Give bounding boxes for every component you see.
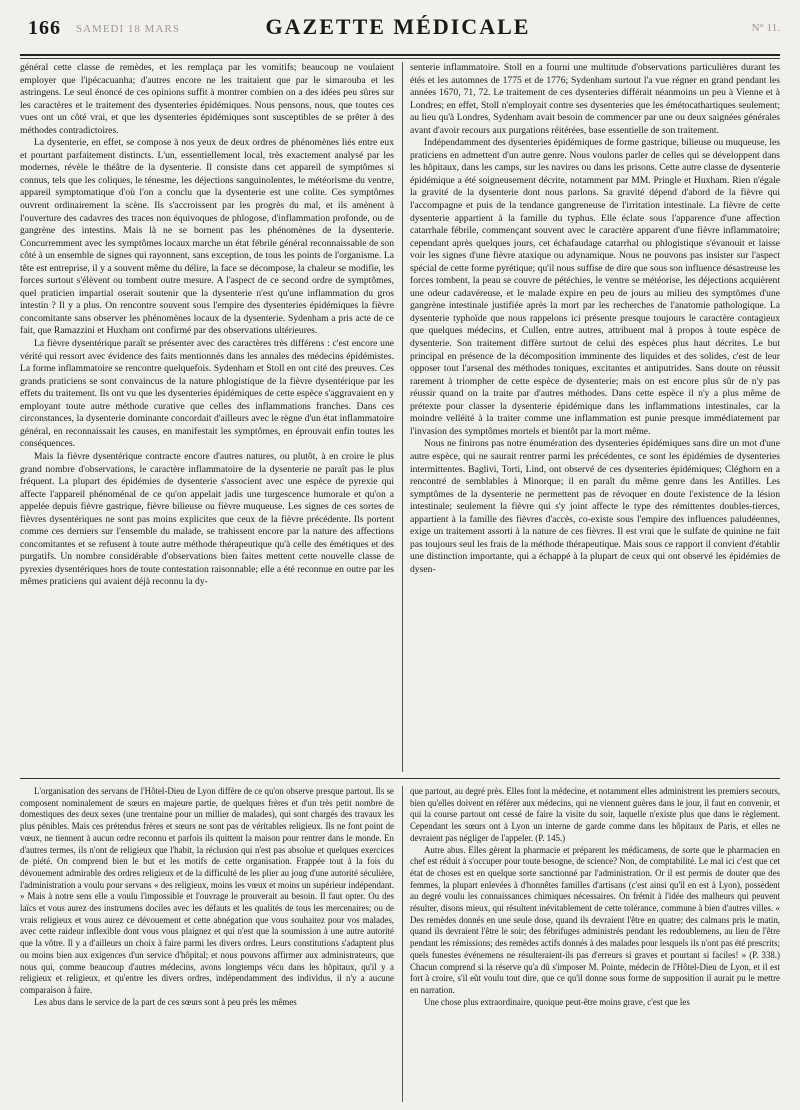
paragraph: général cette classe de remèdes, et les remplaça par les vomitifs; beaucoup ne voulaient employer que l'ipécacuanha; d'autres encore ne les traitaient que par le simarouba et les astringens. Le seul énoncé de ces opinions suffit à montrer combien on a des idées peu sûres sur les caractères et le traitement des dysenteries épidémiques. Nous pensons, nous, que toutes ces vues ont un côté vrai, et que les dysenteries épidémiques sont susceptibles de se prêter à des méthodes contradictoires. [20,62,394,136]
review-column-right [410,786,780,1102]
masthead [18,10,782,44]
paragraph: Une chose plus extraordinaire, quoique peut-être moins grave, c'est que les [424,996,690,1007]
paragraph: L'organisation des servans de l'Hôtel-Dieu de Lyon diffère de ce qu'on observe presque partout. Ils se composent nominalement de sœurs en majeure partie, de quelques frères et d'un très petit nombre de domestiques des deux sexes (une trentaine pour un millier de malades), qui sont chargés des travaux les plus pénibles. Mais ces prétendus frères et sœurs ne sont pas de véritables religieux. Ils ne font point de vœux, ne tiennent à aucun ordre reconnu et parfois ils quittent la maison pour rentrer dans le monde. En d'autres termes, ils n'ont de religieux que l'habit, la réclusion qui n'est pas absolue et quelques exercices de piété. On comprend bien le but et les motifs de cette organisation. Frappée tout à la fois du dévouement admirable des ordres religieux et de la difficulté de les plier au joug d'une autorité séculière, l'administration a voulu pour servans « des religieux, moins les vœux et moins un supérieur indépendant. » Mais à notre sens elle a voulu l'impossible et l'ouvrage le prouverait au besoin. Il faut opter. Ou des laïcs et vous aurez des instrumens dociles avec les défauts et les qualités de tous les mercenaires; ou de vrais religieux et vous aurez ce dévouement et cette abnégation que vous souhaitez pour vos malades, avec cette raideur inflexible dont vous vous plaignez et qui n'est que la soumission à une autre autorité que la vôtre. Il y a d'ailleurs un choix à faire parmi les divers ordres. Leurs constitutions s'adaptent plus ou moins bien aux exigences d'un service d'hôpital; et nous pouvons affirmer aux administrateurs, que nous qui, comme beaucoup d'autres médecins, avons longtemps vécu dans les hôpitaux, qu'il y a religieux et religieux, et qu'entre les divers ordres, indépendamment des individus, il n'y a aucune comparaison à faire. [20,786,394,995]
masthead-rule [20,54,780,56]
column-divider [402,62,403,772]
review-column-left [20,786,394,1102]
column-divider [402,786,403,1102]
paragraph: La fièvre dysentérique paraît se présenter avec des caractères très différens : c'est encore une vérité qui ressort avec évidence des faits mentionnés dans les annales des médecins épidémistes. La forme inflammatoire se rencontre quelquefois. Sydenham et Stoll en ont cité des preuves. Ces grands praticiens se sont convaincus de la nature phlogistique de la fièvre dysentérique par les effets du traitement. Ils ont vu que les dysenteries épidémiques de cette espèce s'aggravaient en y employant toute autre méthode curative que celles des inflammations franches. Dans ces circonstances, la dysenterie dominante concordait d'ailleurs avec le règne d'un état inflammatoire général, en reconnaissait les causes, en manifestait les symptômes, en éprouvait enfin toutes les conséquences. [20,338,394,450]
paragraph: senterie inflammatoire. Stoll en a fourni une multitude d'observations particulières durant les étés et les automnes de 1775 et de 1776; Sydenham surtout l'a vue régner en grand pendant les années 1670, 71, 72. Le traitement de ces dysenteries différait néanmoins un peu à Vienne et à Londres; en effet, Stoll n'employait contre ses dysenteries que les émétocathartiques seulement; au lieu qu'à Londres, Sydenham avait besoin de commencer par une ou deux saignées générales avant d'avoir recours aux purgations réitérées, base essentielle de son traitement. [410,62,780,136]
newspaper-page [18,10,782,1102]
paragraph: La dysenterie, en effet, se compose à nos yeux de deux ordres de phénomènes liés entre eux et pourtant parfaitement distincts. L'un, essentiellement local, très exactement analysé par les modernes, révèle le théâtre de la dysenterie. Il consiste dans cet appareil de symptômes si connus, tels que les coliques, le ténesme, les déjections sanguinolentes, le météorisme du ventre, appareil symptomatique d'où l'on a conclu que la dysenterie est une colite. Ces symptômes ouvrent ordinairement la scène. Ils s'accroissent par les progrès du mal, et ils amènent à l'ouverture des cadavres des traces non équivoques de phlogose, d'inflammation profonde, ou de gangrène des intestins. Mais là ne se bornent pas les phénomènes de la dysenterie. Concurremment avec les symptômes locaux marche un état fébrile général reconnaissable de son côté à un ensemble de signes qui rayonnent, sans exception, de tous les points de l'organisme. La tête est entreprise, il y a souvent même du délire, la face se décompose, la chaleur se modifie, les forces surtout s'élèvent ou tombent outre mesure. A l'aspect de ce second ordre de symptômes, quel praticien impartial oserait soutenir que la dysenterie n'est qu'une inflammation du gros intestin ? Il y a plus. On rencontre souvent sous l'empire des dysenteries épidémiques la fièvre concomitante sans observer les phénomènes locaux de la dysenterie. Sydenham a pris acte de ce fait, que Ramazzini et Huxham ont confirmé par des observations ultérieures. [20,137,394,337]
paragraph: Mais la fièvre dysentérique contracte encore d'autres natures, ou plutôt, à en croire le plus grand nombre d'observations, le caractère inflammatoire de la dysenterie ne paraît pas le plus fréquent. La plupart des épidémies de dysenterie s'associent avec une espèce de pyrexie qui affecte l'appareil phénoménal de ce qu'on appelait jadis une turgescence humorale et qu'on a appelée depuis fièvre gastrique, fièvre bilieuse ou fièvre muqueuse. Les signes de ces sortes de fièvres dysentériques ne sont pas moins explicites que ceux de la fièvre précédente. Ils portent comme ces derniers sur l'ensemble du malade, se trahissent encore par la nature des affections concomitantes et se refusent à toute autre méthode thérapeutique qu'à celle des émétiques et des purgatifs. Un nombre considérable d'observations bien faites mettent cette nouvelle classe de pyrexies dysentériques hors de toute contestation raisonnable; elle a été reconnue en outre par les mêmes praticiens qui avaient déjà reconnu la dy- [20,450,394,588]
running-date: SAMEDI 18 MARS [76,23,180,35]
article-column-left [20,62,394,772]
journal-title: GAZETTE MÉDICALE [265,14,531,39]
page-number: 166 [28,17,61,39]
section-divider [20,778,780,779]
paragraph: Indépendamment des dysenteries épidémiques de forme gastrique, bilieuse ou muqueuse, les praticiens en admettent d'un autre genre. Nous voulons parler de celles qui se développent dans les hôpitaux, dans les camps, sur les navires ou dans les prisons. Cette autre classe de dysenterie épidémique a été soigneusement décrite, notamment par MM. Pringle et Huxham. Rien n'égale la gravité de la dysenterie dont nous parlons. Sa gravité dépend d'abord de la fièvre qui l'accompagne et puis de la tendance gangreneuse de l'irritation intestinale. La fièvre de cette dysenterie appartient à la famille du typhus. Elle éclate sous l'apparence d'une affection catarrhale fébrile, commençant souvent avec le caractère apparent d'une fièvre inflammatoire; cependant après quelques jours, cet échafaudage catarrhal ou phlogistique s'évanouit et laisse voir les signes d'une fièvre ataxique ou adynamique. Nous ne pouvons pas insister sur l'aspect spécial de cette forme pyrétique; qu'il nous suffise de dire que sous son influence désastreuse les forces tombent, la peau se couvre de pétéchies, le ventre se météorise, les déjections acquièrent une odeur cadavéreuse, et le malade expire en peu de jours au milieu des symptômes d'une gangrène intestinale justifiée après la mort par les recherches de l'anatomie pathologique. La dysenterie typhoïde que nous rappelons ici présente presque toujours le caractère contagieux que quelques médecins, et Cullen, entre autres, attribuent mal à propos à toute espèce de dysenterie. Son traitement diffère surtout de celui des espèces plus haut décrites. Le but principal en présence de la décomposition imminente des liquides et des solides, c'est de leur opposer tout l'arsenal des méthodes toniques, excitantes et antiputrides. Sans doute on réussit rarement à triompher de cette espèce de dysenterie; mais on est encore plus sûr de n'y pas réussir quand on la traite par d'autres méthodes. Dans cette espèce il n'y a plus même de prétexte pour classer la dysenterie épidémique dans les inflammations intestinales, car la moindre velléité à la traiter comme une inflammation est punie presque immédiatement par l'invasion des symptômes mortels et bientôt par la mort même. [410,137,780,437]
paragraph: Nous ne finirons pas notre énumération des dysenteries épidémiques sans dire un mot d'une autre espèce, qui ne saurait rentrer parmi les précédentes, ce sont les épidémies de dysenteries intermittentes. Baglivi, Torti, Lind, ont observé de ces dysenteries épidémiques; Cléghorn en a rencontré de semblables à Minorque; il en paraît du même genre dans les Antilles. Les symptômes de la dysenterie ne permettent pas de révoquer en doute l'existence de la lésion intestinale; seulement la fièvre qui s'y joint affecte le type des rémittentes doubles-tierces, appartient à la famille des fièvres d'accès, co-existe sous l'empire des influences paludéennes, exige un traitement assorti à la nature de ces fièvres. Il est vrai que le sulfate de quinine ne fait pas toujours seul les frais de la méthode thérapeutique. Mais sous ce rapport il convient d'établir une distinction importante, qui a échappé à la plupart de ceux qui ont observé les épidémies de dysen- [410,438,780,575]
paragraph: Les abus dans le service de la part de ces sœurs sont à peu près les mêmes [34,996,297,1007]
issue-number: N° 11. [751,22,780,34]
masthead-rule-thin [20,58,780,59]
article-column-right [410,62,780,772]
paragraph: Autre abus. Elles gèrent la pharmacie et préparent les médicamens, de sorte que le pharmacien en chef est réduit à s'occuper pour toute besogne, de science? Non, de comptabilité. Le mal ici c'est que cet état de choses est en quelque sorte sanctionné par l'administration. Or il est permis de douter que des femmes, la plupart enlevées à d'honnêtes familles d'artisans (c'est ainsi qu'il en est à Lyon), possèdent au degré voulu les connaissances chimiques nécessaires. On frémit à l'idée des malheurs qui peuvent résulter, disons mieux, qui résultent inévitablement de cette tolérance, commune à bien d'autres villes. « Des remèdes donnés en une seule dose, quand ils devraient l'être en quatre; des calmans pris le matin, quand ils devraient l'être le soir; des fébrifuges administrés pendant les redoublemens, au lieu de l'être pendant les rémissions; des remèdes actifs donnés à des malades pour lesquels ils n'ont pas été prescrits; quels funestes événemens ne résulteraient-ils pas d'erreurs si graves et pourtant si faciles! » (P. 338.) Chacun comprend si la réserve qu'a dû s'imposer M. Pointe, médecin de l'Hôtel-Dieu de Lyon, et il est fort à croire, s'il eût voulu tout dire, que ce qu'il donne sous forme de supposition il aurait pu le mettre en narration. [410,844,780,995]
paragraph: que partout, au degré près. Elles font la médecine, et notamment elles administrent les premiers secours, bien qu'elles doivent en référer aux médecins, qui ne viennent guères dans le jour, il faut en convenir, et qui la course partout ont cessé de faire la visite du soir, laquelle n'existe plus que dans le règlement. Cependant les sœurs ont à Lyon un interne de garde comme dans les hôpitaux de Paris, et elles ne devraient pas négliger de l'appeler. (P. 145.) [410,786,780,843]
